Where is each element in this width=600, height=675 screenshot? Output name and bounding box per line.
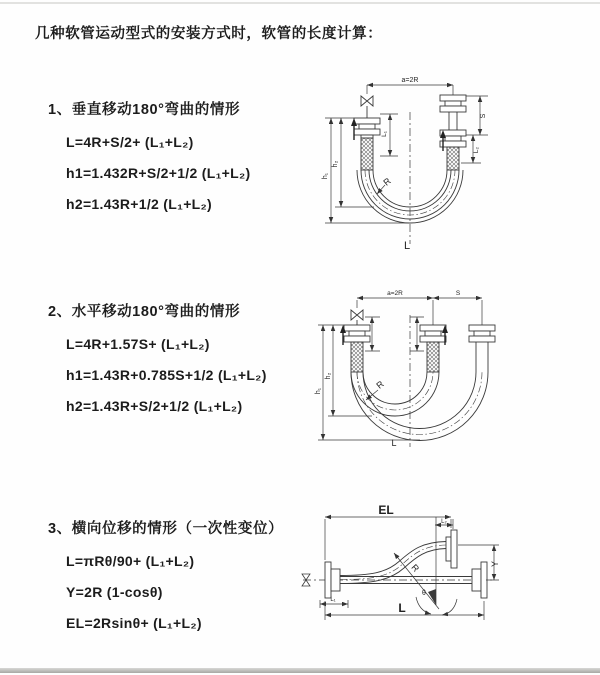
section-lateral-displacement bbox=[48, 517, 283, 631]
radius-label: R bbox=[409, 562, 422, 574]
formula-h1: h1=1.432R+S/2+1/2 (L₁+L₂) bbox=[66, 165, 251, 181]
dimension-a2r bbox=[367, 85, 453, 95]
radius-label: R bbox=[381, 175, 393, 188]
left-flange-fitting bbox=[354, 118, 380, 170]
dim-label-a2r: a=2R bbox=[387, 290, 403, 297]
diagram-lateral-displacement bbox=[298, 503, 598, 668]
formula-length: L=4R+S/2+ (L₁+L₂) bbox=[66, 134, 194, 150]
length-label: L bbox=[391, 438, 397, 448]
formula-h2: h2=1.43R+1/2 (L₁+L₂) bbox=[66, 196, 213, 212]
section-heading: 3、横向位移的情形（一次性变位） bbox=[48, 521, 284, 537]
dim-label-s: S bbox=[480, 113, 487, 119]
length-label: L bbox=[398, 601, 406, 615]
dimension-top-lines bbox=[357, 298, 482, 325]
diagram-vertical-180-bend bbox=[310, 72, 595, 267]
dim-label-l1: L₁ bbox=[381, 131, 388, 137]
valve-icon bbox=[351, 310, 363, 325]
scan-edge-top bbox=[0, 2, 600, 4]
section-horizontal-movement bbox=[48, 300, 267, 414]
dim-label-l2: L₂ bbox=[473, 146, 480, 154]
hose-u-bend-displaced bbox=[351, 372, 488, 441]
dim-label-a2r: a=2R bbox=[401, 77, 419, 84]
diagram-horizontal-180-bend bbox=[310, 287, 595, 462]
section-heading: 1、垂直移动180°弯曲的情形 bbox=[48, 102, 241, 118]
braided-hose-section bbox=[351, 342, 363, 372]
braided-hose-section bbox=[361, 138, 373, 170]
middle-flange-fitting bbox=[420, 325, 446, 372]
dim-label-h1: h₁ bbox=[322, 172, 329, 180]
left-flange-fitting bbox=[325, 562, 340, 598]
dim-label-h2: h₂ bbox=[332, 160, 339, 168]
radius-label: R bbox=[374, 378, 386, 391]
dim-label-h2: h₂ bbox=[325, 372, 332, 380]
formula-y: Y=2R (1-cosθ) bbox=[66, 584, 163, 600]
formula-h1: h1=1.43R+0.785S+1/2 (L₁+L₂) bbox=[66, 367, 267, 383]
valve-icon bbox=[361, 96, 373, 118]
scan-edge-bottom bbox=[0, 668, 600, 673]
dim-label-h1: h₁ bbox=[315, 387, 322, 395]
section-vertical-movement bbox=[48, 98, 251, 212]
page-title: 几种软管运动型式的安装方式时，软管的长度计算： bbox=[35, 26, 383, 42]
dim-label-el: EL bbox=[378, 503, 394, 517]
hose-u-bend-original bbox=[351, 372, 439, 416]
right-flange-fitting-original bbox=[472, 562, 487, 598]
hose-displaced-s-curve bbox=[340, 542, 446, 584]
braided-hose-section bbox=[447, 147, 459, 170]
right-flange-fitting-displaced bbox=[446, 530, 457, 568]
dimension-l1-lines bbox=[365, 317, 424, 351]
formula-h2: h2=1.43R+S/2+1/2 (L₁+L₂) bbox=[66, 398, 243, 414]
dim-label-l2: L₂ bbox=[441, 519, 447, 525]
left-flange-fitting bbox=[344, 325, 370, 372]
dim-label-l1: L₁ bbox=[330, 597, 336, 603]
formula-length: L=πRθ/90+ (L₁+L₂) bbox=[66, 553, 195, 569]
angle-label: θ bbox=[422, 590, 426, 597]
dimension-el-line bbox=[325, 517, 451, 560]
length-label: L bbox=[403, 240, 411, 252]
braided-hose-section bbox=[427, 342, 439, 372]
section-heading: 2、水平移动180°弯曲的情形 bbox=[48, 304, 241, 320]
formula-el: EL=2Rsinθ+ (L₁+L₂) bbox=[66, 615, 202, 631]
right-flange-fitting bbox=[469, 325, 495, 372]
dim-label-y: Y bbox=[490, 560, 500, 568]
formula-length: L=4R+1.57S+ (L₁+L₂) bbox=[66, 336, 210, 352]
dim-label-s: S bbox=[455, 290, 461, 297]
